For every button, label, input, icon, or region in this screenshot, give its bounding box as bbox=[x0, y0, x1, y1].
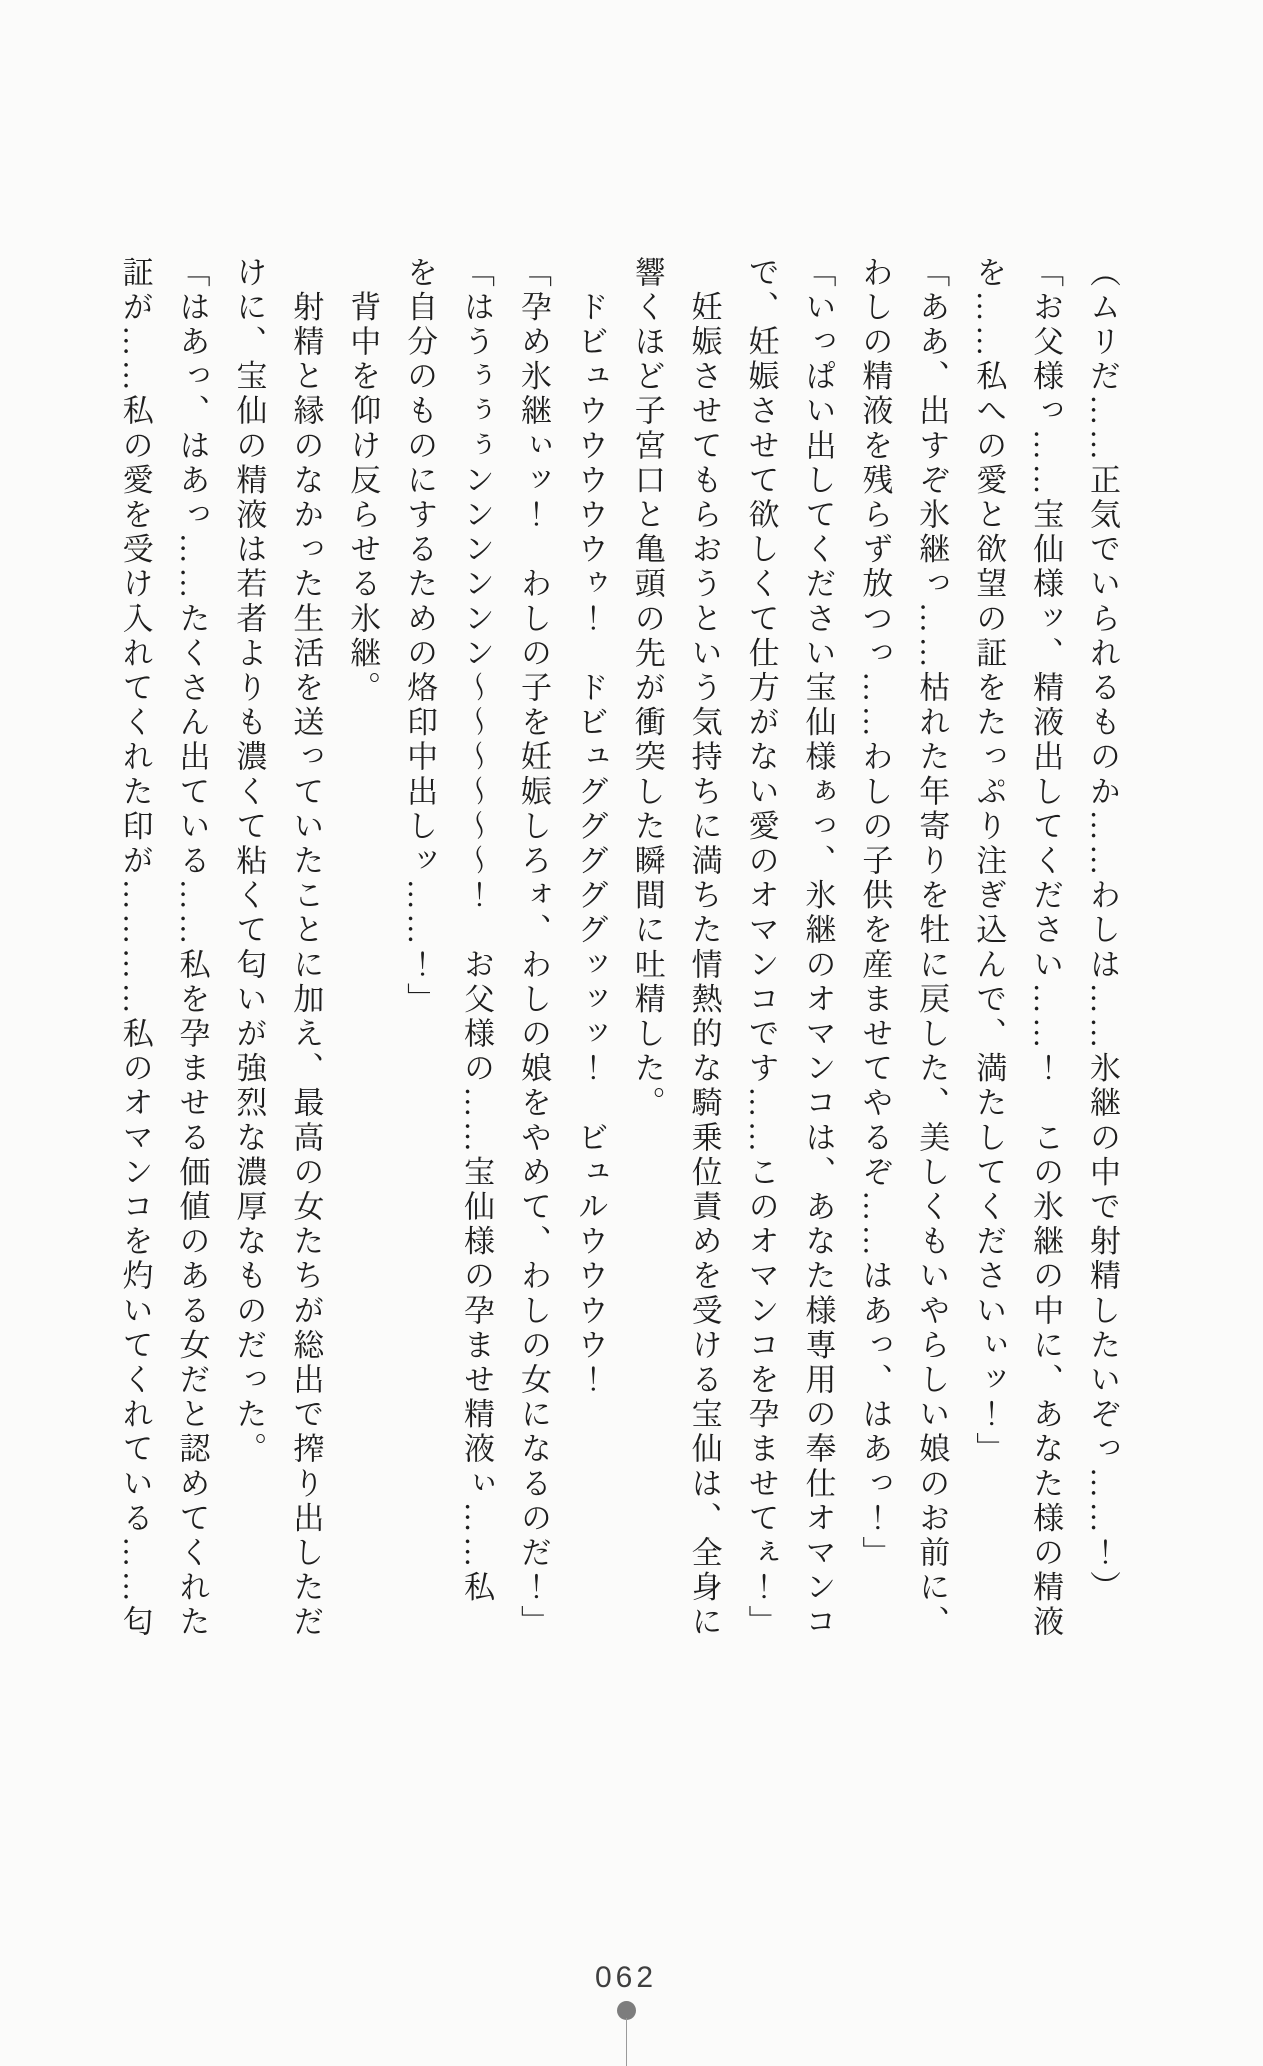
text-column: 「ああ、出すぞ氷継っ……枯れた年寄りを牡に戻した、美しくもいやらしい娘のお前に、 bbox=[914, 256, 950, 1640]
text-column: を自分のものにするための烙印中出しッ……！」 bbox=[402, 256, 438, 1018]
footer-stem-line bbox=[626, 2018, 628, 2066]
text-column: わしの精液を残らず放つっ……わしの子供を産ませてやるぞ……はあっ、はあっ！」 bbox=[857, 256, 893, 1571]
text-column: 響くほど子宮口と亀頭の先が衝突した瞬間に吐精した。 bbox=[629, 256, 665, 1121]
text-column: 「いっぱい出してください宝仙様ぁっ、氷継のオマンコは、あなた様専用の奉仕オマンコ bbox=[800, 256, 836, 1640]
text-column: 背中を仰け反らせる氷継。 bbox=[345, 256, 381, 706]
vertical-text-block bbox=[106, 256, 1130, 1644]
text-column: 「はあっ、はあっ……たくさん出ている……私を孕ませる価値のある女だと認めてくれた bbox=[174, 256, 210, 1640]
text-column: で、妊娠させて欲しくて仕方がない愛のオマンコです……このオマンコを孕ませてぇ！」 bbox=[743, 256, 779, 1640]
text-column: けに、宝仙の精液は若者よりも濃くて粘くて匂いが強烈な濃厚なものだった。 bbox=[231, 256, 267, 1467]
text-column: 妊娠させてもらおうという気持ちに満ちた情熱的な騎乗位責めを受ける宝仙は、全身に bbox=[686, 256, 722, 1640]
text-column: 「孕め氷継ぃッ！ わしの子を妊娠しろォ、わしの娘をやめて、わしの女になるのだ！」 bbox=[515, 256, 551, 1640]
text-column: （ムリだ……正気でいられるものか……わしは……氷継の中で射精したいぞっ……！） bbox=[1085, 256, 1120, 1606]
text-column: 「お父様っ……宝仙様ッ、精液出してください……！ この氷継の中に、あなた様の精液 bbox=[1028, 256, 1064, 1640]
page-number: 062 bbox=[594, 1961, 658, 1994]
text-column: 「はうぅぅぅンンンンンン〜〜〜〜〜〜！ お父様の……宝仙様の孕ませ精液ぃ……私 bbox=[459, 256, 495, 1606]
text-column: を……私への愛と欲望の証をたっぷり注ぎ込んで、満たしてくださいぃッ！」 bbox=[971, 256, 1007, 1467]
text-column: ドビュウウウウウゥ！ ドビュグググググッッッ！ ビュルウウウウ！ bbox=[572, 256, 608, 1398]
text-column: 証が……私の愛を受け入れてくれた印が…………私のオマンコを灼いてくれている……匂 bbox=[117, 256, 153, 1640]
text-column: 射精と縁のなかった生活を送っていたことに加え、最高の女たちが総出で搾り出しただ bbox=[288, 256, 324, 1640]
